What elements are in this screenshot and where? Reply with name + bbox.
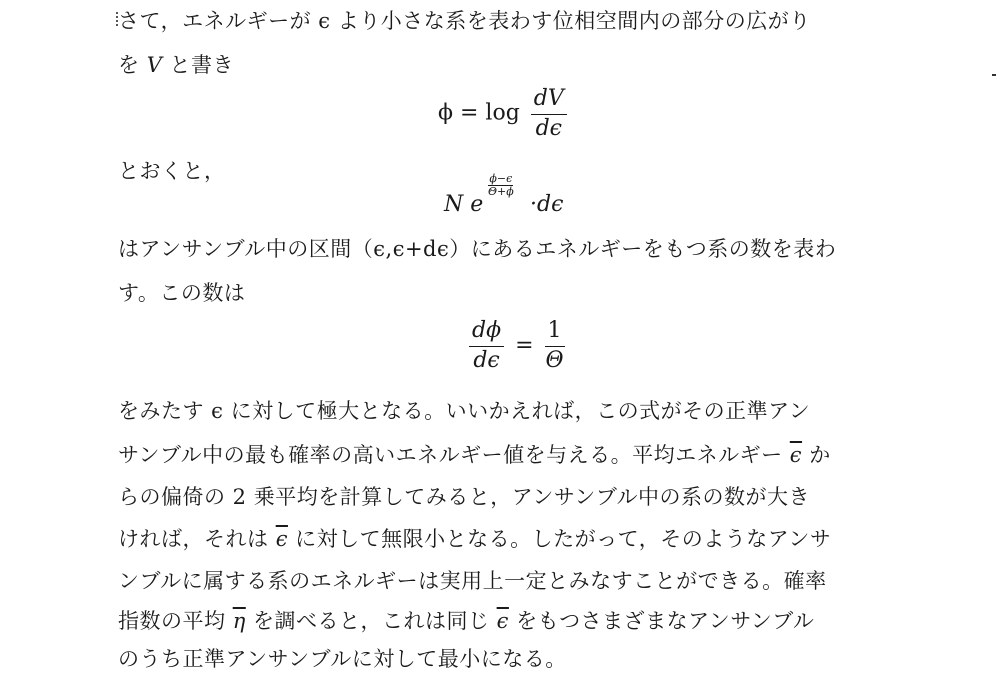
paragraph1-line2 <box>118 50 918 80</box>
fraction-numerator: dϕ <box>469 318 504 347</box>
equation-base: N e <box>444 192 484 217</box>
text-segment: ければ，それは <box>118 527 276 551</box>
text-segment: と書き <box>162 53 235 77</box>
paragraph3-line2 <box>118 440 918 470</box>
text-segment: をもつさまざまなアンサンブル <box>508 609 815 633</box>
fraction-denominator: dϵ <box>473 348 500 373</box>
mean-energy-symbol: $\overline{\epsilon}$ <box>496 609 509 633</box>
text-segment: を調べると，これは同じ <box>245 609 497 633</box>
fraction-dv-deps <box>531 86 567 141</box>
text-okuto: とおくと， <box>118 159 226 183</box>
edge-tick <box>992 74 996 76</box>
equals-sign: = <box>515 333 534 358</box>
fraction-one-theta <box>545 318 565 373</box>
mean-energy-symbol: $\overline{\epsilon}$ <box>789 443 803 467</box>
fraction-denominator: Θ <box>545 348 564 373</box>
mean-energy-symbol: $\overline{\epsilon}$ <box>275 527 288 551</box>
fraction-numerator: dV <box>531 86 567 115</box>
equation-lhs: ϕ = log <box>438 100 520 126</box>
exponent-denominator: Θ+ϕ <box>488 185 514 198</box>
exponent-numerator: ϕ−ϵ <box>489 172 513 185</box>
paragraph3-line4 <box>118 524 918 554</box>
text-segment: 指数の平均 <box>118 609 233 633</box>
paragraph3-line3: らの偏倚の 2 乗平均を計算してみると，アンサンブル中の系の数が大き <box>118 485 810 509</box>
fraction-numerator: 1 <box>545 318 565 347</box>
text-segment: に対して無限小となる。したがって，そのようなアンサ <box>287 527 832 551</box>
equation-extremum <box>465 318 569 373</box>
fraction-dphi-deps <box>469 318 504 373</box>
fraction-denominator: dϵ <box>535 116 562 141</box>
text-segment: か <box>802 443 831 467</box>
mean-index-symbol: $\overline{\eta}$ <box>232 609 246 633</box>
paragraph3-line6 <box>118 606 918 636</box>
equation-phi <box>438 86 571 141</box>
exponent-fraction <box>488 172 514 198</box>
text-segment: を <box>118 53 147 77</box>
paragraph2-line2: す。この数は <box>118 281 246 305</box>
paragraph3-line7: のうち正準アンサンブルに対して最小になる。 <box>118 647 567 671</box>
paragraph2-line1: はアンサンブル中の区間（ϵ,ϵ+dϵ）にあるエネルギーをもつ系の数を表わ <box>118 237 837 261</box>
paragraph3-line5: ンブルに属する系のエネルギーは実用上一定とみなすことができる。確率 <box>118 569 827 593</box>
variable-v: V <box>146 53 163 77</box>
equation-ensemble-count <box>444 172 584 224</box>
paragraph1-line1: さて，エネルギーが ϵ より小さな系を表わす位相空間内の部分の広がり <box>118 9 811 33</box>
paragraph3-line1: をみたす ϵ に対して極大となる。いいかえれば，この式がその正準アン <box>118 399 811 423</box>
equation-tail: ·dϵ <box>530 192 564 217</box>
text-segment: サンブル中の最も確率の高いエネルギー値を与える。平均エネルギー <box>118 443 790 467</box>
